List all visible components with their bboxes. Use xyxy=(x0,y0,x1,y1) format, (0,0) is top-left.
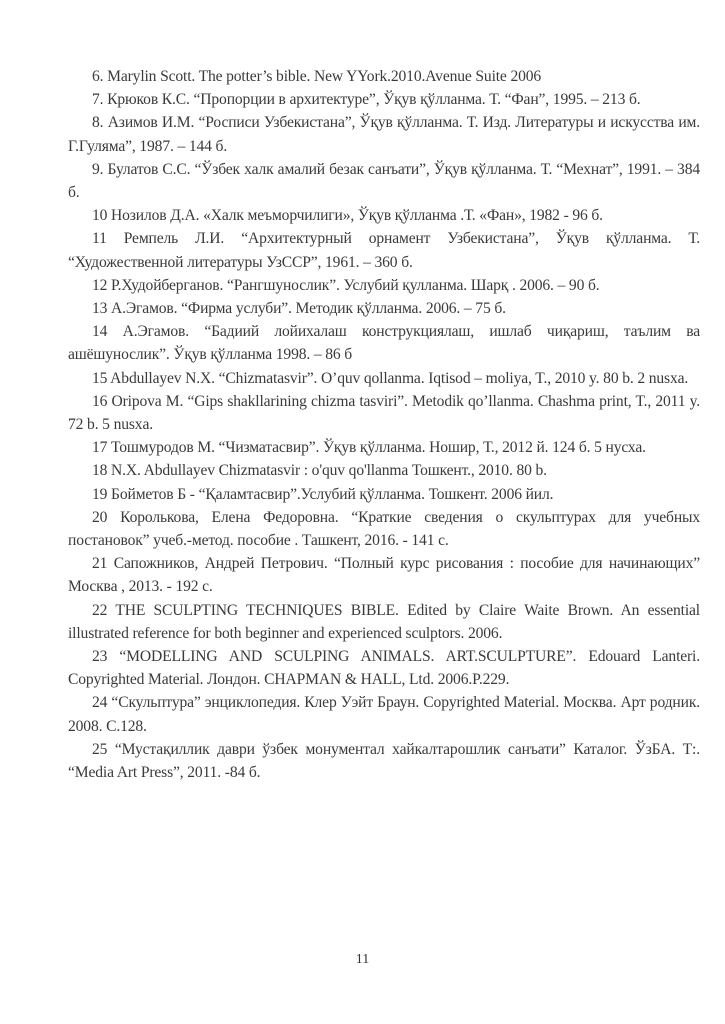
reference-item: 16 Oripova M. “Gips shakllarining chizma tasviri”. Metodik qo’llanma. Chashma print, T., 2011 y. 72 b. 5 nusxa. xyxy=(68,392,700,434)
reference-item: 8. Азимов И.М. “Росписи Узбекистана”, Ўқув қўлланма. Т. Изд. Литературы и искусства им. Г.Гуляма”, 1987. – 144 б. xyxy=(68,114,700,155)
page-number: 11 xyxy=(355,952,370,967)
reference-item: 12 Р.Худойберганов. “Рангшунослик”. Услубий қулланма. Шарқ . 2006. – 90 б. xyxy=(92,276,600,294)
reference-item: 10 Нозилов Д.А. «Халк меъморчилиги», Ўқув қўлланма .Т. «Фан», 1982 - 96 б. xyxy=(92,207,603,225)
reference-item: 11 Ремпель Л.И. “Архитектурный орнамент Узбекистана”, Ўқув қўлланма. Т. “Художественной литературы УзССР”, 1961. – 360 б. xyxy=(68,230,700,271)
reference-item: 22 THE SCULPTING TECHNIQUES BIBLE. Edited by Claire Waite Brown. An essential illustrated reference for both beginner and experienced sculptors. 2006. xyxy=(68,601,700,642)
reference-item: 18 N.X. Abdullayev Chizmatasvir : o'quv qo'llanma Тошкент., 2010. 80 b. xyxy=(92,462,547,480)
reference-item: 24 “Скульптура” энциклопедия. Клер Уэйт Браун. Copyrighted Material. Москва. Арт родник. 2008. С.128. xyxy=(68,694,700,735)
reference-item: 6. Marylin Scott. The potter’s bible. New YYork.2010.Avenue Suite 2006 xyxy=(92,68,542,85)
reference-item: 21 Сапожников, Андрей Петрович. “Полный курс рисования : пособие для начинающих” Москва , 2013. - 192 с. xyxy=(68,555,700,596)
reference-item: 20 Королькова, Елена Федоровна. “Краткие сведения о скульптурах для учебных постановок” учеб.-метод. пособие . Ташкент, 2016. - 141 с. xyxy=(68,508,700,550)
reference-item: 13 А.Эгамов. “Фирма услуби”. Методик қўлланма. 2006. – 75 б. xyxy=(92,300,506,318)
reference-item: 15 Abdullayev N.X. “Chizmatasvir”. O’quv qollanma. Iqtisod – moliya, T., 2010 y. 80 b. 2 nusxa. xyxy=(92,369,689,387)
reference-list xyxy=(68,65,700,784)
reference-item: 9. Булатов С.С. “Ўзбек халк амалий безак санъати”, Ўқув қўлланма. Т. “Мехнат”, 1991. – 384 б. xyxy=(68,160,700,202)
reference-item: 17 Тошмуродов М. “Чизматасвир”. Ўқув қўлланма. Ношир, Т., 2012 й. 124 б. 5 нусха. xyxy=(92,439,646,457)
reference-item: 25 “Мустақиллик даври ўзбек монументал хайкалтарошлик санъати” Каталог. ЎзБА. Т:. “Media Art Press”, 2011. -84 б. xyxy=(68,740,700,782)
reference-item: 23 “MODELLING AND SCULPING ANIMALS. ART.SCULPTURE”. Edouard Lanteri. Copyrighted Material. Лондон. CHAPMAN & HALL, Ltd. 2006.P.229. xyxy=(68,648,700,689)
reference-item: 19 Бойметов Б - “Қаламтасвир”.Услубий қўлланма. Тошкент. 2006 йил. xyxy=(92,485,554,503)
reference-item: 14 А.Эгамов. “Бадиий лойихалаш конструкциялаш, ишлаб чиқариш, таълим ва ашёшунослик”. Ўқув қўлланма 1998. – 86 б xyxy=(68,323,700,364)
reference-item: 7. Крюков К.С. “Пропорции в архитектуре”, Ўқув қўлланма. Т. “Фан”, 1995. – 213 б. xyxy=(92,91,641,109)
